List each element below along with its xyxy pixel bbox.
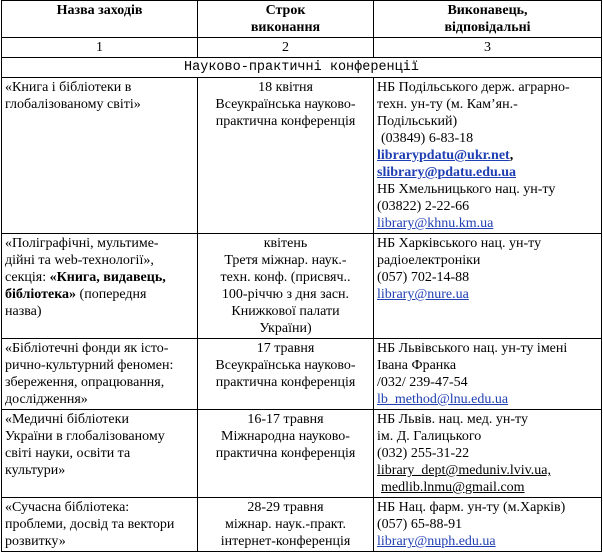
column-number-row <box>2 38 602 58</box>
executor-line: НБ Нац. фарм. ун-ту (м.Харків) <box>377 500 566 515</box>
executor-email-line <box>377 164 598 181</box>
email-link[interactable]: library@nuph.edu.ua <box>377 534 496 549</box>
event-type-line: Всеукраїнська науково- <box>215 97 356 112</box>
executor-line: Івана Франка <box>377 358 457 373</box>
table-row <box>2 78 602 234</box>
executor-cell <box>374 410 602 498</box>
event-date-cell <box>198 410 374 498</box>
event-date: 18 квітня <box>258 80 313 95</box>
email-link[interactable]: library@nure.ua <box>377 287 469 302</box>
event-title-line: «Поліграфічні, мультиме- <box>5 236 159 251</box>
email-link[interactable]: slibrary@pdatu.edu.ua <box>377 165 517 180</box>
event-date: квітень <box>263 236 308 251</box>
executor-email-line <box>377 215 598 232</box>
email-link[interactable]: library_dept@meduniv.lviv.ua, <box>377 463 551 478</box>
event-title-line: дійні та web-технології», <box>5 253 154 268</box>
event-type-line: практична конференція <box>215 446 356 461</box>
section-name-bold: бібліотека» <box>5 287 77 302</box>
executor-phone: (032) 255-31-22 <box>377 446 470 461</box>
table-row <box>2 410 602 498</box>
event-type-line: міжнар. наук.-практ. <box>225 517 346 532</box>
header-events <box>2 1 198 38</box>
event-type-line: практична конференція <box>215 114 356 129</box>
event-title-line: дослідження» <box>5 392 88 407</box>
event-type-line: Третя міжнар. наук.- <box>224 253 347 268</box>
event-date: 28-29 травня <box>247 500 324 515</box>
event-title-line: «Медичні бібліотеки <box>5 412 129 427</box>
event-title-line: рично-культурний феномен: <box>5 358 174 373</box>
event-title-line: світі науки, освіти та <box>5 446 131 461</box>
executor-line: НБ Хмельницького нац. ун-ту <box>377 182 556 197</box>
executor-email-line <box>377 391 598 408</box>
event-title-cell <box>2 234 198 339</box>
executor-phone: /032/ 239-47-54 <box>377 375 468 390</box>
event-type-line: інтернет-конференція <box>220 534 351 549</box>
event-type-line: Міжнародна науково- <box>221 429 350 444</box>
header-deadline-line2: виконання <box>250 20 321 35</box>
event-title-cell <box>2 498 198 552</box>
executor-cell <box>374 234 602 339</box>
section-prefix: секція: <box>5 270 50 285</box>
header-executor <box>374 1 602 38</box>
event-title-line: культури» <box>5 463 66 478</box>
section-title: Науково-практичні конференції <box>2 58 602 78</box>
event-title-line: збереження, опрацювання, <box>5 375 165 390</box>
event-title-line <box>5 286 194 303</box>
column-number: 2 <box>198 38 374 58</box>
event-title-line: України в глобалізованому <box>5 429 165 444</box>
section-row <box>2 58 602 78</box>
event-type-line: техн. конф. (присвяч.. <box>220 270 351 285</box>
executor-line: НБ Львів. нац. мед. ун-ту <box>377 412 528 427</box>
table-row <box>2 339 602 410</box>
executor-line: НБ Харківського нац. ун-ту <box>377 236 542 251</box>
header-events-label: Назва заходів <box>56 3 143 18</box>
executor-email-line <box>377 286 598 303</box>
event-type-line: Книжкової палати <box>231 304 340 319</box>
executor-email-line <box>377 462 598 479</box>
event-title-line: назва) <box>5 304 42 319</box>
section-name-bold: «Книга, видавець, <box>49 270 166 285</box>
event-title-line: глобалізованому світі» <box>5 97 141 112</box>
header-deadline <box>198 1 374 38</box>
event-type-line: Всеукраїнська науково- <box>215 358 356 373</box>
executor-phone: (057) 65-88-91 <box>377 517 463 532</box>
event-title-cell <box>2 78 198 234</box>
event-title-cell <box>2 410 198 498</box>
event-date: 16-17 травня <box>247 412 324 427</box>
executor-email-line <box>377 533 598 550</box>
email-link[interactable]: lb_method@lnu.edu.ua <box>377 392 509 407</box>
email-link[interactable]: librarypdatu@ukr.net <box>377 148 510 163</box>
table-row <box>2 498 602 552</box>
email-separator: , <box>509 148 514 163</box>
event-title-cell <box>2 339 198 410</box>
column-number: 1 <box>2 38 198 58</box>
executor-phone: (03822) 2-22-66 <box>377 199 470 214</box>
event-date-cell <box>198 78 374 234</box>
column-number: 3 <box>374 38 602 58</box>
header-deadline-line1: Строк <box>265 3 306 18</box>
event-type-line: 100-річчю з дня засн. <box>221 287 350 302</box>
event-type-line: України) <box>259 321 312 336</box>
executor-email-line <box>377 479 598 496</box>
executor-line: НБ Подільського держ. аграрно- <box>377 80 570 95</box>
email-link[interactable]: medlib.lnmu@gmail.com <box>381 480 525 495</box>
event-title-line: «Сучасна бібліотека: <box>5 500 130 515</box>
executor-email-line <box>377 147 598 164</box>
event-title-line <box>5 269 194 286</box>
table-row <box>2 234 602 339</box>
event-date-cell <box>198 498 374 552</box>
executor-line: радіоелектроніки <box>377 253 481 268</box>
email-link[interactable]: library@khnu.km.ua <box>377 216 494 231</box>
executor-phone: (03849) 6-83-18 <box>381 131 474 146</box>
event-type-line: практична конференція <box>215 375 356 390</box>
executor-cell <box>374 78 602 234</box>
event-title-line: розвитку» <box>5 534 66 549</box>
event-date: 17 травня <box>256 341 315 356</box>
executor-line: НБ Львівського нац. ун-ту імені <box>377 341 568 356</box>
event-title-line: «Книга і бібліотеки в <box>5 80 132 95</box>
event-date-cell <box>198 339 374 410</box>
executor-cell <box>374 339 602 410</box>
executor-line: техн. ун-ту (м. Кам’ян.- <box>377 97 518 112</box>
header-executor-line1: Виконавець, <box>447 3 528 18</box>
event-date-cell <box>198 234 374 339</box>
section-note: (попередня <box>76 287 147 302</box>
events-table <box>1 0 602 552</box>
event-title-line: «Бібліотечні фонди як істо- <box>5 341 169 356</box>
header-row <box>2 1 602 38</box>
executor-line: ім. Д. Галицького <box>377 429 482 444</box>
executor-line: Подільський) <box>377 114 458 129</box>
event-title-line: проблеми, досвід та вектори <box>5 517 175 532</box>
header-executor-line2: відповідальні <box>444 20 531 35</box>
executor-cell <box>374 498 602 552</box>
executor-phone: (057) 702-14-88 <box>377 270 470 285</box>
